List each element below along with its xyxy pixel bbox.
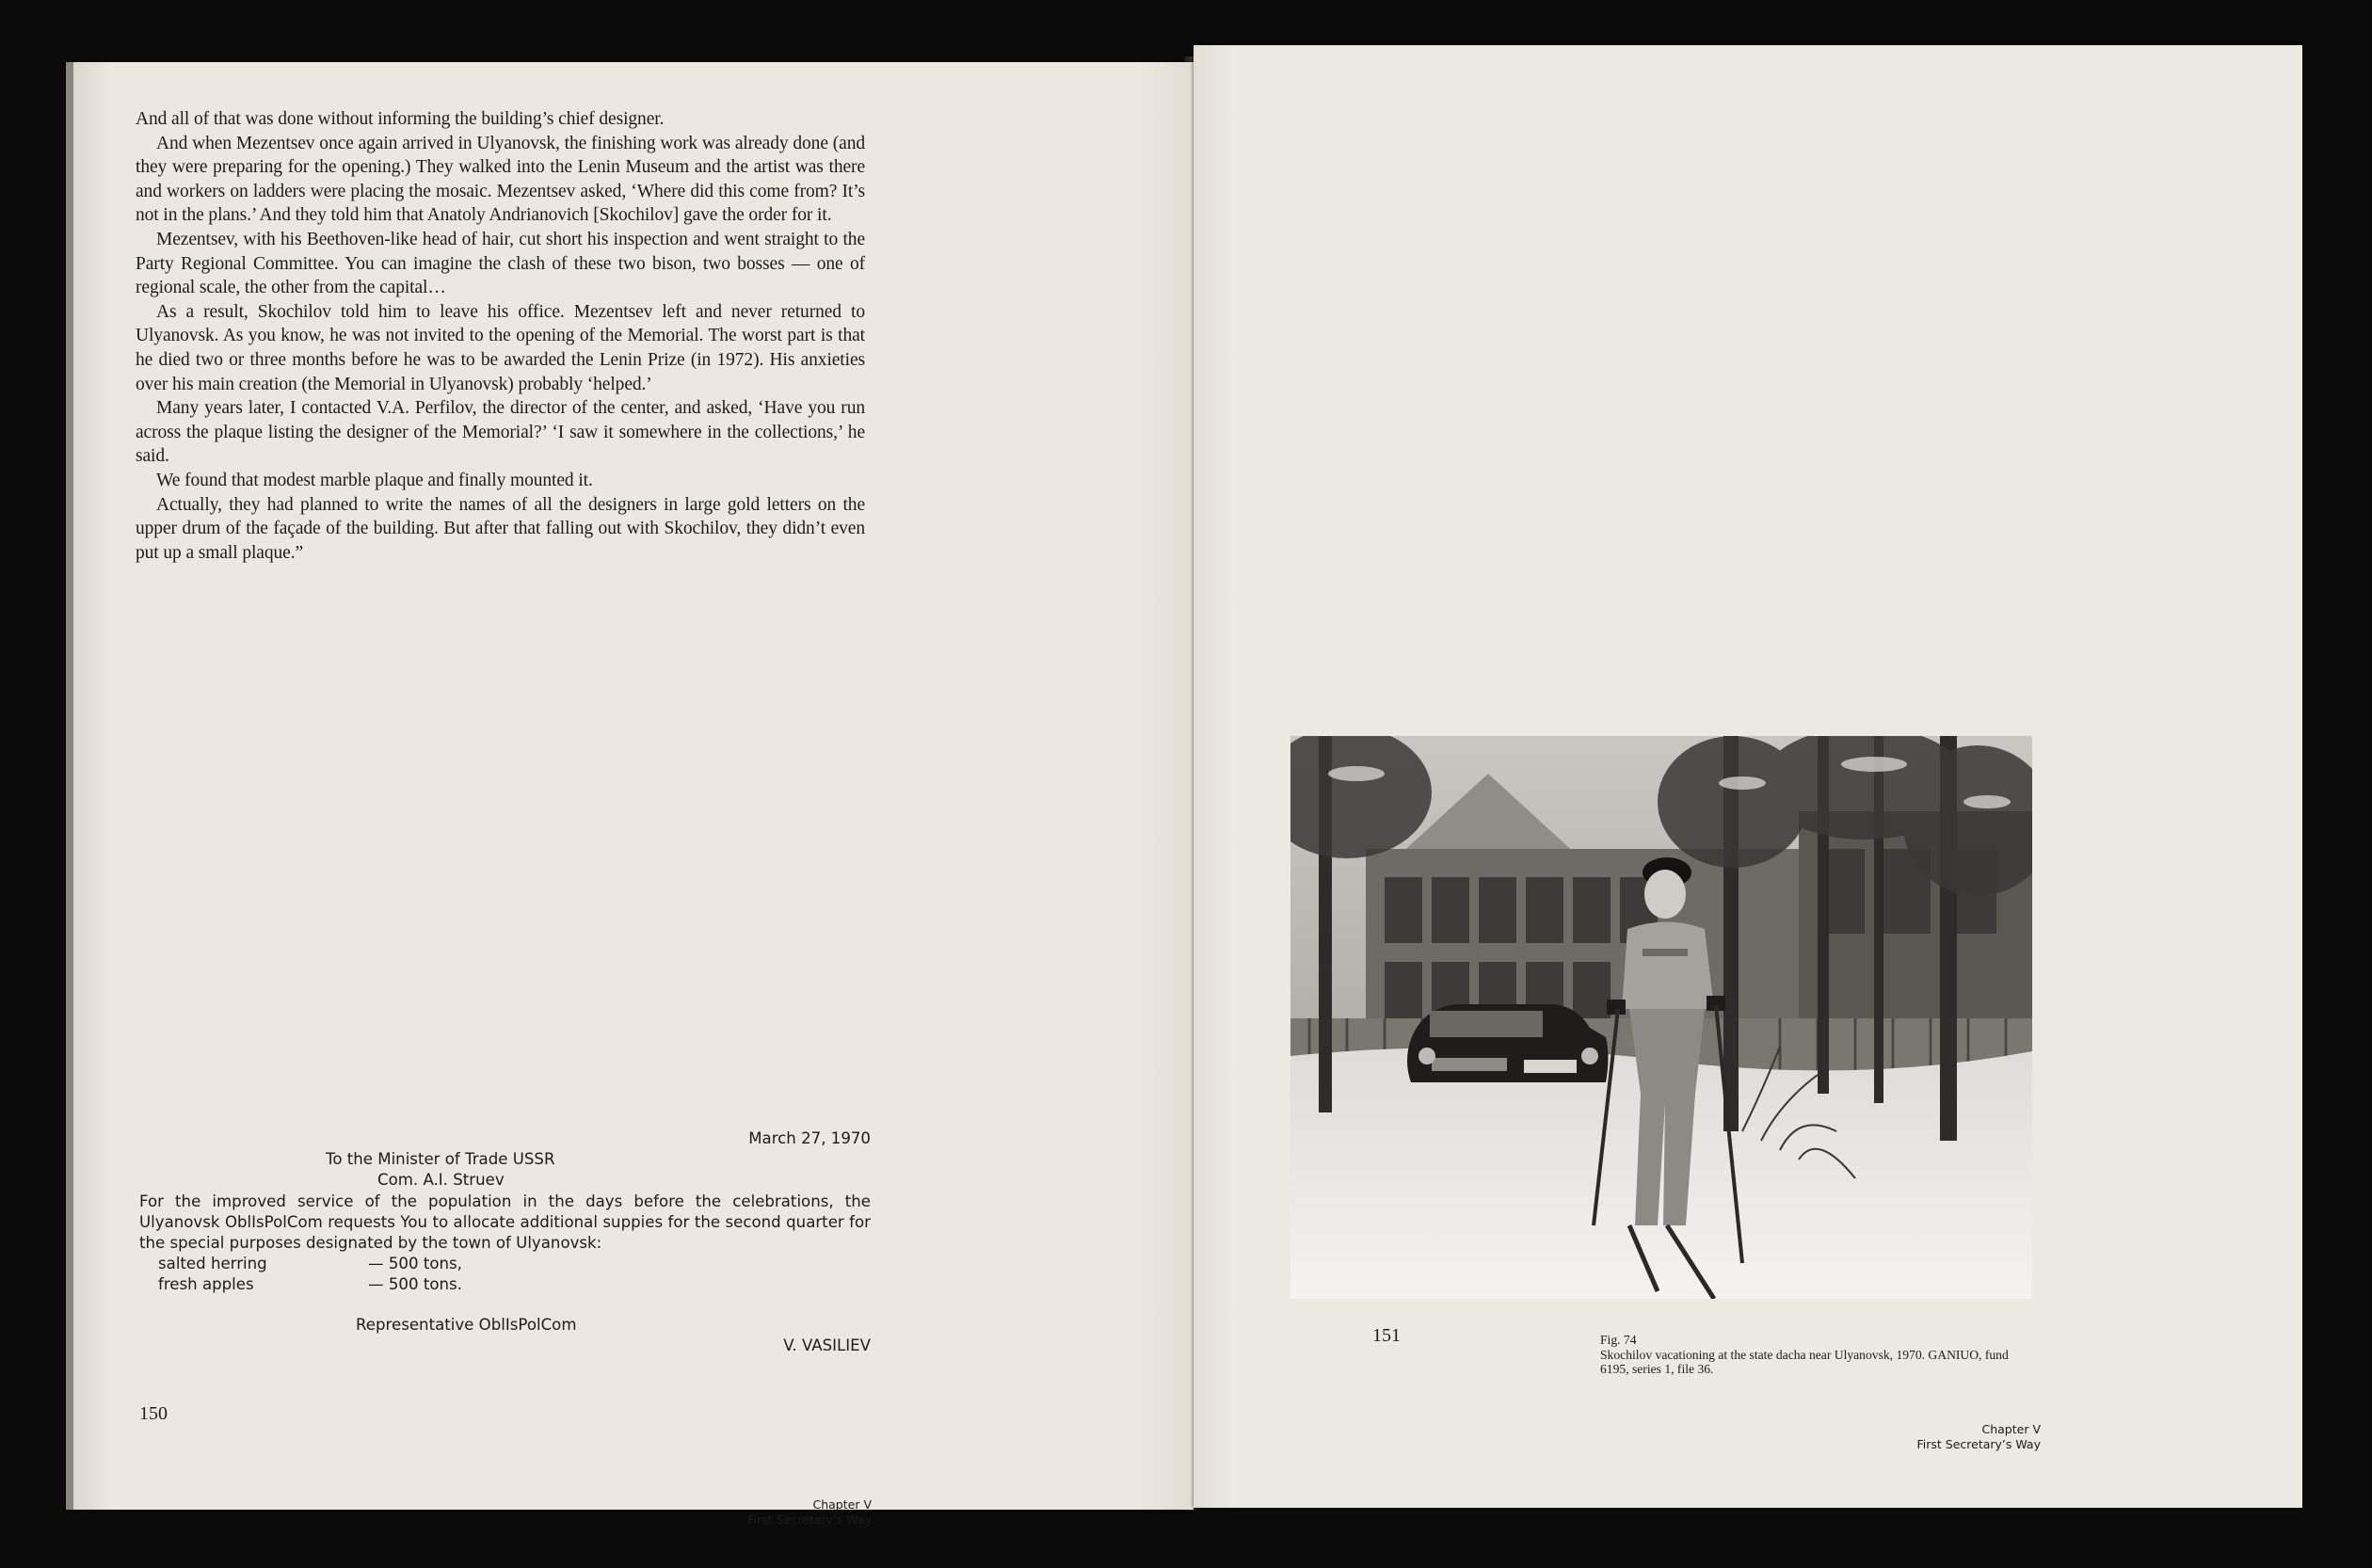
right-page	[1194, 45, 2302, 1508]
letter-document	[139, 1128, 871, 1356]
chapter-number: Chapter V	[1981, 1422, 2041, 1436]
letter-representative: Representative OblIsPolCom	[356, 1315, 577, 1334]
chapter-title: First Secretary’s Way	[1916, 1437, 2041, 1451]
chapter-number: Chapter V	[812, 1497, 872, 1512]
letter-recipient: To the Minister of Trade USSR	[326, 1150, 555, 1169]
letter-signature: V. VASILIEV	[783, 1336, 871, 1354]
supply-row	[139, 1254, 871, 1274]
page-number: 150	[139, 1403, 168, 1424]
paragraph: Many years later, I contacted V.A. Perfilov, the director of the center, and asked, ‘Have you run across the plaque listing the designer of the Memorial?’ ‘I saw it somewhere in the collections,’ he said.	[136, 398, 865, 467]
paragraph: And all of that was done without informing the building’s chief designer.	[136, 109, 665, 129]
supply-amount: — 500 tons,	[368, 1255, 462, 1273]
paragraph: Actually, they had planned to write the names of all the designers in large gold letters on the upper drum of the façade of the building. But after that falling out with Skochilov, they didn’t even put up a small plaque.”	[136, 494, 865, 563]
body-text	[136, 107, 865, 565]
paragraph: And when Mezentsev once again arrived in Ulyanovsk, the finishing work was already done (and they were preparing for the opening.) They walked into the Lenin Museum and the artist was there and workers on ladders were placing the mosaic. Mezentsev asked, ‘Where did this come from? It’s not in the plans.’ And they told him that Anatoly Andrianovich [Skochilov] gave the order for it.	[136, 133, 865, 226]
supply-amount: — 500 tons.	[368, 1275, 462, 1294]
left-page	[66, 62, 1194, 1527]
archival-photograph	[1290, 736, 2032, 1299]
photo-skier-at-dacha	[1290, 736, 2032, 1299]
running-footer	[1852, 1422, 2041, 1452]
page-number: 151	[1372, 1325, 1401, 1346]
running-footer	[617, 1497, 872, 1528]
paragraph: We found that modest marble plaque and finally mounted it.	[156, 470, 593, 490]
letter-recipient-name: Com. A.I. Struev	[377, 1171, 505, 1190]
supply-item: salted herring	[158, 1255, 267, 1273]
supply-row	[139, 1274, 871, 1295]
figure-caption-text: Skochilov vacationing at the state dacha near Ulyanovsk, 1970. GANIUO, fund 6195, series 1, file 36.	[1600, 1347, 2009, 1376]
letter-date: March 27, 1970	[748, 1129, 871, 1147]
figure-label: Fig. 74	[1600, 1333, 1637, 1347]
paragraph: Mezentsev, with his Beethoven-like head of hair, cut short his inspection and went straight to the Party Regional Committee. You can imagine the clash of these two bison, two bosses — one of regional scale, the other from the capital…	[136, 229, 865, 298]
letter-body: For the improved service of the population in the days before the celebrations, the Ulyanovsk OblIsPolCom requests You to allocate additional suppies for the second quarter for the special purposes designated by the town of Ulyanovsk:	[139, 1192, 871, 1253]
supply-item: fresh apples	[158, 1275, 254, 1294]
paragraph: As a result, Skochilov told him to leave his office. Mezentsev left and never returned to Ulyanovsk. As you know, he was not invited to the opening of the Memorial. The worst part is that he died two or three months before he was to be awarded the Lenin Prize (in 1972). His anxieties over his main creation (the Memorial in Ulyanovsk) probably ‘helped.’	[136, 301, 865, 394]
chapter-title: First Secretary’s Way	[747, 1512, 872, 1527]
figure-caption	[1600, 1333, 2024, 1377]
